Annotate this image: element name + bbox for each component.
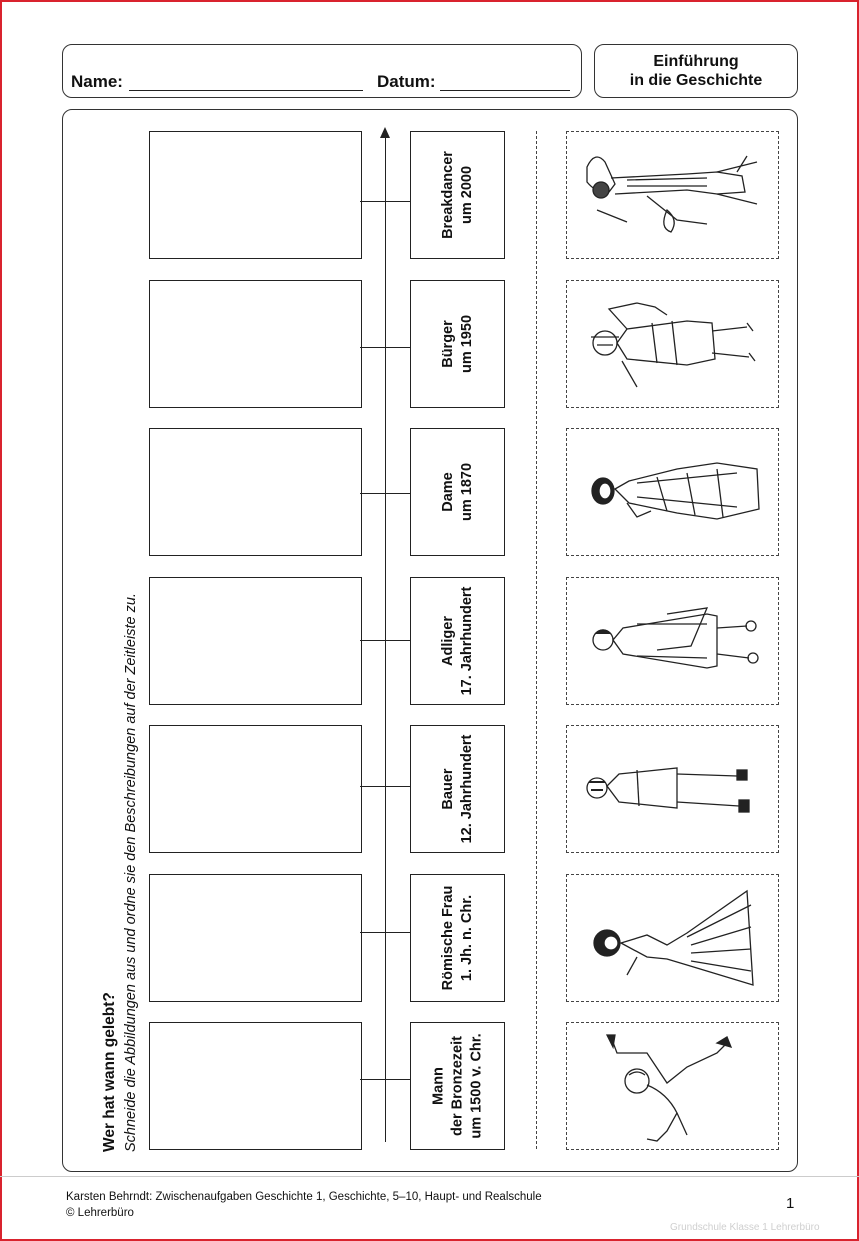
page-number: 1: [786, 1195, 795, 1212]
picture-card[interactable]: [566, 1022, 779, 1150]
answer-box[interactable]: [149, 725, 362, 853]
picture-card[interactable]: [566, 280, 779, 408]
picture-card[interactable]: [566, 131, 779, 259]
instructions-heading: Wer hat wann gelebt?: [101, 992, 118, 1152]
timeline-label: Römische Frau 1. Jh. n. Chr.: [410, 874, 505, 1002]
nobleman-figure-icon: [567, 132, 778, 258]
instructions-text: Schneide die Abbildungen aus und ordne sie den Beschreibungen auf der Zeitleiste zu.: [123, 593, 139, 1152]
bronze-age-man-figure-icon: [567, 578, 778, 704]
answer-box[interactable]: [149, 428, 362, 556]
footer-rule: [0, 1176, 859, 1177]
watermark: Grundschule Klasse 1 Lehrerbüro: [670, 1222, 820, 1233]
title-line1: Einführung: [653, 53, 739, 70]
timeline-tick: [360, 786, 410, 787]
answer-box[interactable]: [149, 280, 362, 408]
answer-box[interactable]: [149, 577, 362, 705]
timeline-tick: [360, 640, 410, 641]
answer-box[interactable]: [149, 1022, 362, 1150]
name-field[interactable]: [129, 90, 363, 91]
timeline-axis: [385, 136, 386, 1142]
picture-card[interactable]: [566, 725, 779, 853]
timeline-tick: [360, 932, 410, 933]
roman-woman-figure-icon: [567, 429, 778, 555]
citizen-figure-icon: [567, 726, 778, 852]
answer-box[interactable]: [149, 874, 362, 1002]
timeline-label: Breakdancer um 2000: [410, 131, 505, 259]
timeline-label: Bürger um 1950: [410, 280, 505, 408]
date-field[interactable]: [440, 90, 570, 91]
picture-card[interactable]: [566, 874, 779, 1002]
name-label: Name:: [71, 72, 123, 91]
timeline-label: Dame um 1870: [410, 428, 505, 556]
footer-line2: © Lehrerbüro: [66, 1207, 134, 1219]
date-label: Datum:: [377, 72, 436, 91]
footer-credit: [66, 1189, 542, 1221]
timeline-tick: [360, 1079, 410, 1080]
cut-line: [536, 131, 537, 1149]
instructions: [100, 593, 141, 1152]
title-box: [594, 44, 798, 98]
breakdancer-figure-icon: [567, 1023, 778, 1149]
timeline-tick: [360, 347, 410, 348]
footer-line1: Karsten Behrndt: Zwischenaufgaben Geschichte 1, Geschichte, 5–10, Haupt- und Realschule: [66, 1191, 542, 1203]
name-date-box: [62, 44, 582, 98]
timeline-label: Bauer 12. Jahrhundert: [410, 725, 505, 853]
timeline-tick: [360, 493, 410, 494]
timeline-tick: [360, 201, 410, 202]
peasant-figure-icon: [567, 281, 778, 407]
answer-box[interactable]: [149, 131, 362, 259]
timeline-label: Mann der Bronzezeit um 1500 v. Chr.: [410, 1022, 505, 1150]
timeline-label: Adliger 17. Jahrhundert: [410, 577, 505, 705]
picture-card[interactable]: [566, 577, 779, 705]
lady-figure-icon: [567, 875, 778, 1001]
title-line2: in die Geschichte: [629, 72, 763, 89]
picture-card[interactable]: [566, 428, 779, 556]
